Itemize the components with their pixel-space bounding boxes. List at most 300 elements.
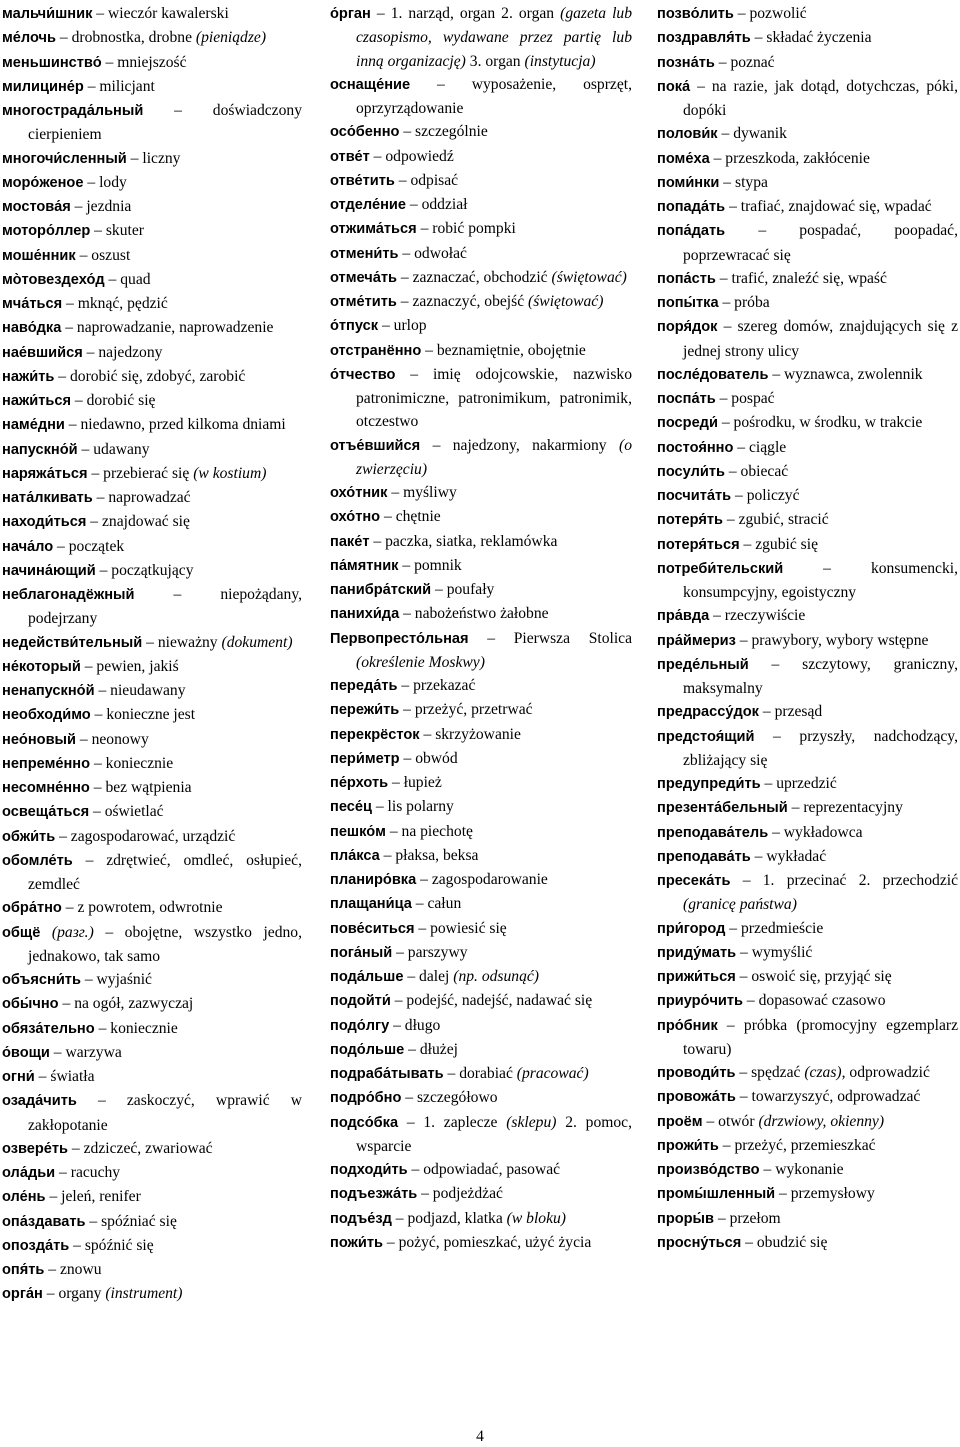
- dictionary-entry: [330, 193, 632, 217]
- dictionary-entry: [657, 75, 958, 123]
- entry-note: (świętować): [528, 293, 604, 310]
- dictionary-entry: [330, 627, 632, 675]
- headword: при́город: [657, 920, 726, 937]
- dictionary-entry: [657, 147, 958, 171]
- dictionary-entry: [657, 845, 958, 869]
- headword: предрассу́док: [657, 704, 759, 721]
- dictionary-entry: [2, 1017, 302, 1041]
- entry-translation: – koniecznie: [94, 1019, 178, 1037]
- entry-translation: – zaskoczyć, wprawić w zakłopotanie: [28, 1092, 302, 1134]
- dictionary-entry: [330, 1014, 632, 1038]
- entry-translation: – początkujący: [95, 561, 194, 579]
- entry-translation: – nieważny: [142, 633, 222, 651]
- dictionary-entry: [657, 821, 958, 845]
- entry-translation: – zdziczeć, zwariować: [68, 1139, 213, 1157]
- headword: подраба́тывать: [330, 1066, 444, 1082]
- entry-translation: – mknąć, pędzić: [62, 295, 168, 312]
- dictionary-entry: [2, 1089, 302, 1137]
- entry-translation: – nabożeństwo żałobne: [399, 605, 549, 623]
- headword: подо́лгу: [330, 1017, 390, 1034]
- dictionary-entry: [657, 700, 958, 724]
- headword: оле́нь: [2, 1189, 46, 1206]
- entry-note: (instytucja): [524, 52, 596, 70]
- entry-translation: – podjeżdżać: [417, 1185, 503, 1203]
- dictionary-entry: [2, 1210, 302, 1234]
- entry-translation: [40, 924, 52, 941]
- dictionary-entry: [330, 266, 632, 290]
- headword: планиро́вка: [330, 872, 417, 888]
- entry-translation: – liczny: [126, 149, 181, 167]
- dictionary-entry: [2, 244, 302, 268]
- headword: пережи́ть: [330, 702, 400, 719]
- headword: обяза́тельно: [2, 1020, 95, 1037]
- dictionary-entry: [657, 171, 958, 195]
- entry-translation: – wykonanie: [759, 1161, 844, 1178]
- dictionary-entry: [2, 26, 302, 50]
- headword: обомле́ть: [2, 852, 73, 869]
- entry-note: (pieniądze): [195, 29, 267, 47]
- entry-translation: – 1. przecinać 2. przechodzić: [730, 872, 958, 889]
- headword: многострада́льный: [2, 103, 144, 119]
- entry-translation: – koniecznie: [90, 754, 174, 772]
- entry-translation: – przełom: [714, 1209, 781, 1227]
- dictionary-entry: [330, 1207, 632, 1231]
- entry-translation: – dłużej: [404, 1040, 458, 1058]
- headword: потеря́ться: [657, 536, 740, 553]
- entry-note: (czas): [804, 1064, 842, 1081]
- dictionary-entry: [2, 389, 302, 413]
- column-2: [330, 2, 632, 1255]
- dictionary-entry: [657, 869, 958, 917]
- entry-translation: – na ogół, zazwyczaj: [58, 995, 194, 1013]
- headword: презента́бельный: [657, 800, 788, 817]
- entry-translation: – odwołać: [398, 244, 467, 262]
- headword: преподава́ть: [657, 848, 751, 865]
- dictionary-entry: [330, 242, 632, 266]
- headword: огни́: [2, 1069, 35, 1085]
- entry-translation: – zgubić, stracić: [723, 511, 829, 529]
- headword: мо̀товездехо́д: [2, 271, 105, 288]
- headword: нае́вшийся: [2, 344, 83, 361]
- headword: поми́нки: [657, 174, 720, 191]
- entry-translation: 3. organ: [465, 52, 525, 70]
- entry-translation: – przesąd: [758, 703, 823, 721]
- headword: о́рган: [330, 6, 371, 22]
- headword: ната́лкивать: [2, 490, 93, 506]
- headword: прожи́ть: [657, 1137, 719, 1154]
- dictionary-entry: [2, 1185, 302, 1209]
- dictionary-entry: [657, 941, 958, 965]
- dictionary-entry: [657, 1085, 958, 1109]
- entry-translation: – myśliwy: [387, 484, 457, 501]
- headword: проры́в: [657, 1210, 714, 1227]
- dictionary-entry: [330, 578, 632, 602]
- headword: обы́чно: [2, 996, 59, 1013]
- headword: озада́чить: [2, 1093, 77, 1110]
- entry-translation: – przeżyć, przemieszkać: [718, 1136, 876, 1154]
- dictionary-entry: [657, 772, 958, 796]
- entry-translation: – spóźnić się: [69, 1236, 154, 1254]
- headword: мча́ться: [2, 296, 63, 312]
- headword: подро́бно: [330, 1090, 402, 1107]
- dictionary-entry: [330, 602, 632, 626]
- entry-translation: – naprowadzać: [92, 489, 191, 506]
- dictionary-entry: [657, 796, 958, 820]
- headword: перекрёсток: [330, 726, 420, 743]
- entry-translation: 2. pomoc, wsparcie: [356, 1113, 632, 1155]
- dictionary-entry: [330, 1086, 632, 1110]
- headword: посреди́: [657, 415, 718, 432]
- dictionary-entry: [330, 698, 632, 722]
- entry-translation: – przyszły, nadchodzący, zbliżający się: [683, 727, 958, 769]
- dictionary-entry: [657, 629, 958, 653]
- dictionary-entry: [2, 365, 302, 389]
- headword: мостова́я: [2, 199, 71, 215]
- headword: находи́ться: [2, 514, 87, 531]
- headword: пожи́ть: [330, 1234, 383, 1251]
- headword: отъе́вшийся: [330, 437, 421, 454]
- headword: отделе́ние: [330, 197, 406, 213]
- dictionary-entry: [2, 752, 302, 776]
- entry-translation: – spędzać: [735, 1064, 805, 1081]
- headword: просну́ться: [657, 1234, 742, 1251]
- entry-translation: – trafiać, znajdować się, wpadać: [725, 198, 932, 215]
- entry-translation: – długo: [389, 1016, 441, 1034]
- entry-translation: – przekazać: [397, 677, 476, 694]
- headword: подсо́бка: [330, 1114, 399, 1131]
- entry-translation: – mniejszość: [101, 53, 187, 71]
- entry-translation: – dorobić się, zdobyć, zarobić: [54, 367, 246, 385]
- dictionary-entry: [330, 217, 632, 241]
- dictionary-entry: [330, 73, 632, 121]
- entry-translation: – beznamiętnie, obojętnie: [421, 341, 586, 359]
- entry-translation: – składać życzenia: [750, 29, 872, 47]
- dictionary-entry: [2, 703, 302, 727]
- headword: нажи́ться: [2, 393, 71, 409]
- headword: меньшинство́: [2, 54, 102, 71]
- dictionary-entry: [2, 292, 302, 316]
- headword: подо́льше: [330, 1041, 405, 1058]
- headword: песе́ц: [330, 799, 372, 816]
- entry-translation: – zgubić się: [739, 535, 819, 553]
- entry-translation: – przemysłowy: [775, 1185, 875, 1203]
- headword: начина́ющий: [2, 562, 96, 579]
- headword: посули́ть: [657, 463, 725, 480]
- headword: пра́вда: [657, 608, 710, 625]
- dictionary-entry: [657, 363, 958, 387]
- entry-note: (dokument): [221, 633, 293, 651]
- headword: отме́тить: [330, 294, 397, 310]
- entry-translation: – niepożądany, podejrzany: [28, 586, 302, 628]
- headword: недействи́тельный: [2, 634, 143, 651]
- entry-translation: – poznać: [714, 53, 775, 71]
- headword: оснаще́ние: [330, 76, 411, 93]
- entry-translation: – oświetlać: [89, 803, 164, 821]
- dictionary-entry: [657, 1061, 958, 1085]
- headword: подойти́: [330, 993, 391, 1010]
- entry-note: (o zwierzęciu): [356, 436, 632, 478]
- dictionary-entry: [330, 674, 632, 698]
- entry-translation: – reprezentacyjny: [787, 799, 903, 817]
- headword: попа́дать: [657, 223, 726, 240]
- headword: пове́ситься: [330, 920, 415, 937]
- dictionary-entry: [2, 1137, 302, 1161]
- column-1: [2, 2, 302, 1307]
- dictionary-columns: [0, 2, 960, 1402]
- headword: пра́ймериз: [657, 632, 736, 649]
- headword: переда́ть: [330, 678, 398, 694]
- dictionary-entry: [2, 1282, 302, 1306]
- entry-translation: – pomnik: [398, 556, 462, 574]
- entry-translation: – najedzony: [82, 343, 163, 361]
- entry-translation: – pozwolić: [733, 5, 807, 22]
- entry-translation: – całun: [411, 895, 462, 913]
- dictionary-entry: [330, 120, 632, 144]
- dictionary-entry: [2, 510, 302, 534]
- dictionary-entry: [657, 219, 958, 267]
- entry-translation: – wyjaśnić: [80, 971, 152, 988]
- headword: опозда́ть: [2, 1237, 70, 1254]
- dictionary-entry: [330, 434, 632, 482]
- headword: нажи́ть: [2, 368, 55, 385]
- entry-translation: – dorobić się: [71, 392, 156, 409]
- headword: обжи́ть: [2, 828, 56, 845]
- dictionary-entry: [657, 51, 958, 75]
- headword: озвере́ть: [2, 1140, 69, 1157]
- headword: общё: [2, 924, 41, 941]
- headword: позна́ть: [657, 54, 715, 71]
- headword: отмеча́ть: [330, 269, 397, 286]
- dictionary-entry: [657, 291, 958, 315]
- headword: промы́шленный: [657, 1186, 776, 1203]
- entry-translation: – warzywa: [49, 1043, 122, 1061]
- headword: моторо́ллер: [2, 223, 91, 240]
- entry-translation: – przeszkoda, zakłócenie: [709, 149, 870, 167]
- dictionary-entry: [2, 413, 302, 437]
- headword: подъе́зд: [330, 1210, 392, 1227]
- entry-translation: – zaznaczyć, obejść: [396, 293, 529, 310]
- headword: плащани́ца: [330, 896, 412, 913]
- headword: наме́дни: [2, 417, 65, 434]
- entry-translation: – zaznaczać, obchodzić: [396, 268, 552, 286]
- headword: поме́ха: [657, 150, 710, 167]
- dictionary-entry: [330, 820, 632, 844]
- entry-translation: – szczytowy, graniczny, maksymalny: [683, 655, 958, 697]
- entry-translation: – konieczne jest: [90, 706, 196, 724]
- entry-translation: – ciągle: [733, 438, 787, 456]
- dictionary-entry: [2, 655, 302, 679]
- headword: орга́н: [2, 1286, 43, 1303]
- entry-translation: – lis polarny: [371, 798, 454, 816]
- headword: прижи́ться: [657, 969, 736, 985]
- entry-translation: – pożyć, pomieszkać, użyć życia: [382, 1233, 592, 1251]
- entry-translation: – wymyślić: [736, 943, 813, 961]
- entry-translation: – urlop: [378, 317, 427, 335]
- headword: милицине́р: [2, 78, 84, 95]
- dictionary-entry: [657, 195, 958, 219]
- entry-translation: – neonowy: [75, 730, 149, 748]
- entry-translation: – dalej: [403, 968, 454, 985]
- dictionary-entry: [657, 26, 958, 50]
- headword: пода́льше: [330, 969, 404, 985]
- headword: предстоя́щий: [657, 728, 755, 745]
- dictionary-entry: [330, 1158, 632, 1182]
- headword: постоя́нно: [657, 439, 734, 456]
- dictionary-entry: [2, 825, 302, 849]
- entry-translation: – milicjant: [83, 77, 155, 95]
- entry-translation: – drobnostka, drobne: [56, 29, 196, 47]
- headword: нео́новый: [2, 731, 76, 748]
- entry-translation: – próba: [718, 294, 770, 311]
- dictionary-entry: [330, 747, 632, 771]
- dictionary-entry: [657, 2, 958, 26]
- dictionary-entry: [2, 2, 302, 26]
- headword: ме́лочь: [2, 30, 56, 47]
- headword: попы́тка: [657, 295, 719, 311]
- headword: преде́льный: [657, 656, 749, 673]
- entry-note: (разг.): [51, 923, 94, 941]
- dictionary-entry: [2, 559, 302, 583]
- dictionary-entry: [330, 844, 632, 868]
- dictionary-entry: [657, 387, 958, 411]
- dictionary-entry: [2, 1258, 302, 1282]
- entry-translation: – szczególnie: [399, 123, 488, 141]
- entry-translation: – obiecać: [724, 462, 789, 480]
- entry-translation: – przeżyć, przetrwać: [399, 701, 533, 719]
- entry-translation: , odprowadzić: [841, 1064, 930, 1081]
- entry-translation: – płaksa, beksa: [379, 846, 479, 864]
- entry-note: (określenie Moskwy): [356, 653, 485, 671]
- entry-translation: – oddział: [405, 196, 468, 213]
- headword: проводи́ть: [657, 1065, 736, 1081]
- entry-translation: – racuchy: [55, 1164, 121, 1181]
- entry-translation: – prawybory, wybory wstępne: [735, 631, 929, 649]
- dictionary-entry: [2, 535, 302, 559]
- entry-translation: – wieczór kawalerski: [92, 5, 229, 22]
- headword: попада́ть: [657, 199, 726, 215]
- headword: подъезжа́ть: [330, 1186, 418, 1203]
- headword: полови́к: [657, 126, 718, 143]
- dictionary-entry: [330, 145, 632, 169]
- headword: пе́рхоть: [330, 775, 389, 791]
- headword: позво́лить: [657, 6, 734, 22]
- headword: после́дователь: [657, 366, 769, 383]
- headword: панибра́тский: [330, 582, 432, 598]
- entry-translation: – jeleń, renifer: [45, 1188, 141, 1206]
- dictionary-entry: [2, 147, 302, 171]
- entry-note: (instrument): [105, 1285, 183, 1303]
- entry-translation: – odpowiedź: [369, 147, 454, 165]
- dictionary-entry: [2, 462, 302, 486]
- entry-note: (w kostium): [193, 464, 267, 482]
- dictionary-entry: [330, 363, 632, 434]
- entry-translation: – quad: [104, 270, 151, 288]
- dictionary-entry: [330, 530, 632, 554]
- entry-translation: – łupież: [388, 774, 442, 791]
- headword: осо́бенно: [330, 124, 400, 141]
- headword: о́тчество: [330, 366, 396, 383]
- headword: отмени́ть: [330, 245, 399, 262]
- dictionary-entry: [657, 1134, 958, 1158]
- headword: неблагонадёжный: [2, 587, 135, 603]
- entry-translation: – zagospodarować, urządzić: [55, 827, 236, 845]
- headword: моро́женое: [2, 174, 84, 191]
- headword: не́который: [2, 658, 81, 675]
- headword: необходи́мо: [2, 707, 91, 724]
- headword: пока́: [657, 78, 691, 95]
- dictionary-entry: [330, 505, 632, 529]
- dictionary-entry: [330, 1038, 632, 1062]
- entry-translation: – podjazd, klatka: [391, 1209, 507, 1227]
- dictionary-entry: [2, 921, 302, 969]
- entry-translation: – pośrodku, w środku, w trakcie: [717, 414, 923, 432]
- entry-translation: – wyposażenie, osprzęt, oprzyrządowanie: [356, 75, 632, 117]
- dictionary-entry: [2, 51, 302, 75]
- dictionary-entry: [330, 868, 632, 892]
- headword: охо́тник: [330, 485, 388, 501]
- dictionary-entry: [330, 892, 632, 916]
- dictionary-entry: [657, 1231, 958, 1255]
- dictionary-entry: [2, 968, 302, 992]
- headword: потреби́тельский: [657, 560, 784, 577]
- headword: поздравля́ть: [657, 30, 751, 47]
- dictionary-entry: [330, 339, 632, 363]
- entry-translation: – organy: [42, 1285, 106, 1303]
- dictionary-entry: [2, 776, 302, 800]
- dictionary-entry: [657, 917, 958, 941]
- dictionary-entry: [2, 1041, 302, 1065]
- headword: напускно́й: [2, 441, 78, 458]
- headword: преподава́тель: [657, 824, 769, 841]
- headword: обра́тно: [2, 900, 62, 917]
- headword: объясни́ть: [2, 972, 81, 988]
- headword: па́мятник: [330, 557, 399, 574]
- headword: о́тпуск: [330, 318, 379, 335]
- entry-translation: – parszywy: [392, 943, 468, 961]
- headword: попа́сть: [657, 270, 716, 287]
- entry-note: (sklepu): [506, 1113, 557, 1131]
- headword: отве́т: [330, 148, 370, 165]
- dictionary-entry: [330, 917, 632, 941]
- entry-translation: – przebierać się: [87, 464, 194, 482]
- dictionary-entry: [330, 1111, 632, 1159]
- headword: отве́тить: [330, 172, 395, 189]
- dictionary-entry: [330, 965, 632, 989]
- dictionary-entry: [330, 723, 632, 747]
- entry-translation: – chętnie: [380, 508, 441, 526]
- entry-translation: – bez wątpienia: [89, 779, 192, 796]
- dictionary-entry: [330, 169, 632, 193]
- entry-translation: – obojętne, wszystko jedno, jednakowo, tak samo: [28, 923, 302, 965]
- dictionary-entry: [2, 341, 302, 365]
- dictionary-entry: [330, 1062, 632, 1086]
- headword: потеря́ть: [657, 512, 723, 529]
- entry-translation: – powiesić się: [414, 919, 507, 937]
- dictionary-entry: [2, 195, 302, 219]
- entry-translation: – rzeczywiście: [709, 607, 806, 625]
- dictionary-entry: [2, 1065, 302, 1089]
- entry-translation: – pospać: [715, 390, 775, 407]
- headword: приду́мать: [657, 944, 737, 961]
- headword: отжима́ться: [330, 221, 417, 238]
- entry-note: (np. odsunąć): [453, 968, 540, 985]
- dictionary-entry: [657, 460, 958, 484]
- dictionary-entry: [657, 436, 958, 460]
- dictionary-entry: [657, 315, 958, 363]
- dictionary-entry: [2, 75, 302, 99]
- entry-translation: – dywanik: [717, 125, 787, 143]
- entry-note: (granicę państwa): [683, 896, 797, 914]
